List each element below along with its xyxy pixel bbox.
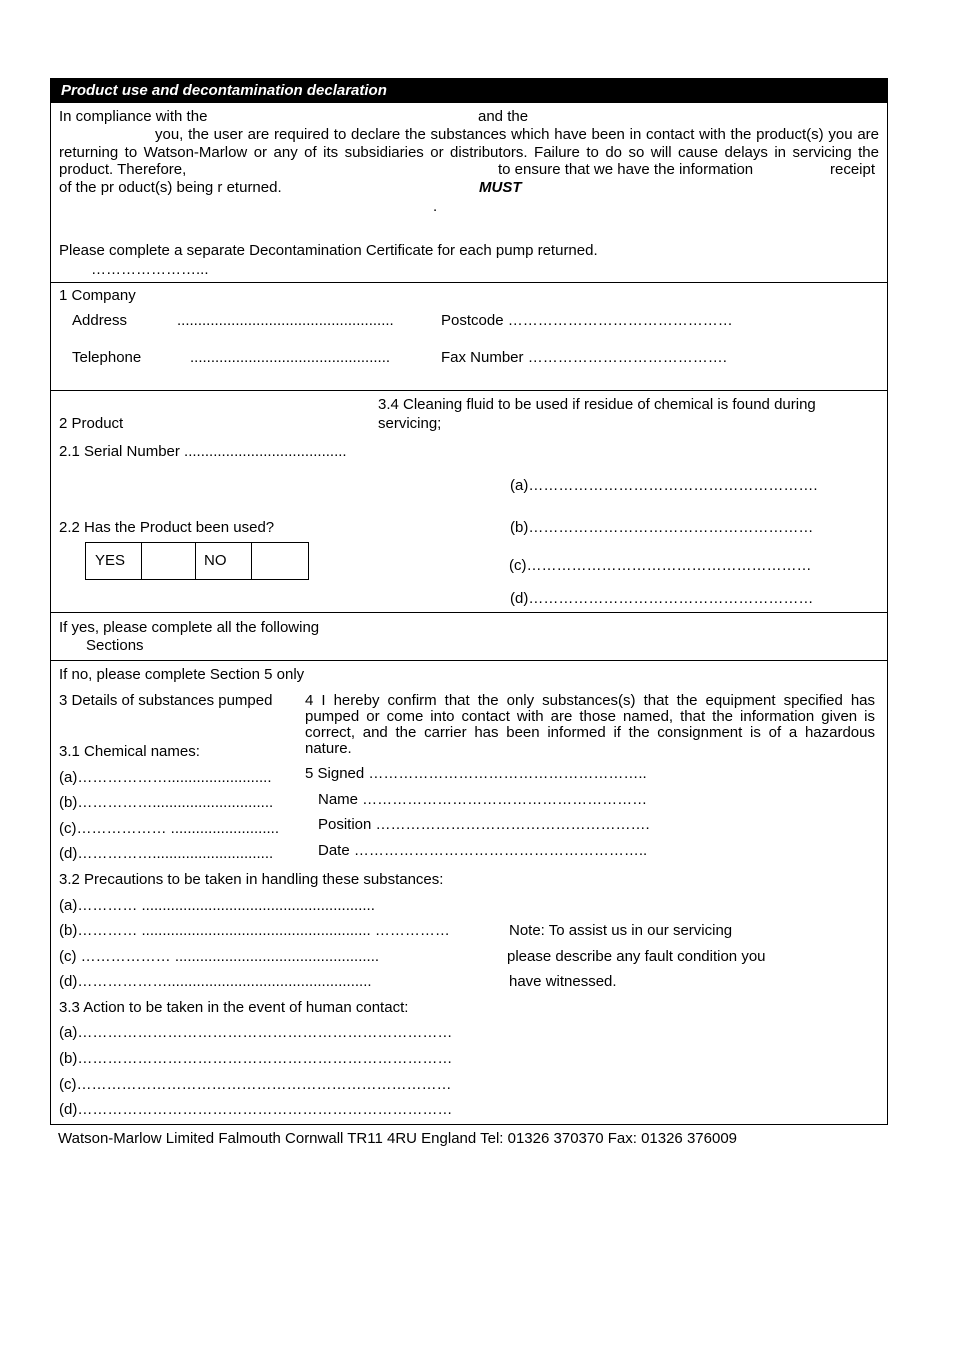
intro-line1b: and the — [478, 108, 529, 125]
divider — [50, 660, 888, 661]
form-title: Product use and decontamination declaration — [61, 82, 387, 99]
confirmation-text: 4 I hereby confirm that the only substances(s) that the equipment specified has pumped or come into contact with are those named, that the information given is correct, and the carrier has been informed if the consignment is of a hazardous nature. — [305, 692, 875, 757]
if-no-text: If no, please complete Section 5 only — [59, 666, 305, 683]
cleaning-title: 3.4 Cleaning fluid to be used if residue of chemical is found during — [378, 396, 816, 413]
telephone-label: Telephone — [72, 349, 142, 366]
note-line1: Note: To assist us in our servicing — [509, 922, 733, 939]
fax-field[interactable]: Fax Number …………………………………. — [441, 349, 727, 366]
yes-checkbox[interactable] — [142, 543, 196, 579]
divider — [50, 390, 888, 391]
note-line2: please describe any fault condition you — [507, 948, 766, 965]
product-used-label: 2.2 Has the Product been used? — [59, 519, 275, 536]
divider — [50, 612, 888, 613]
precaution-d-field[interactable]: (d)………………................................................. — [59, 973, 372, 990]
no-cell — [196, 543, 252, 579]
intro-line4c: receipt — [830, 161, 876, 178]
divider — [50, 282, 888, 283]
chemical-d-field[interactable]: (d)……………............................. — [59, 845, 274, 862]
signed-field[interactable]: 5 Signed ……………………………………………….. — [305, 765, 647, 782]
address-field[interactable]: .................................................... — [177, 312, 394, 329]
yes-cell — [86, 543, 142, 579]
if-yes-line2: Sections — [86, 637, 144, 654]
action-b-field[interactable]: (b)………………………………………………………………… — [59, 1050, 453, 1067]
chemical-b-field[interactable]: (b)……………............................. — [59, 794, 274, 811]
no-label: NO — [204, 552, 227, 569]
yes-label: YES — [95, 552, 126, 569]
action-a-field[interactable]: (a)………………………………………………………………… — [59, 1024, 453, 1041]
action-c-field[interactable]: (c)………………………………………………………………… — [59, 1076, 452, 1093]
no-checkbox[interactable] — [252, 543, 308, 579]
used-choice-box — [85, 542, 309, 580]
precautions-title: 3.2 Precautions to be taken in handling these substances: — [59, 871, 444, 888]
intro-separate: Please complete a separate Decontamination Certificate for each pump returned. — [59, 242, 598, 259]
serial-number-field[interactable]: 2.1 Serial Number ....................................... — [59, 443, 347, 460]
precaution-c-field[interactable]: (c) ……………… ................................................. — [59, 948, 380, 965]
intro-dotted: …………………... — [91, 261, 209, 278]
details-title: 3 Details of substances pumped — [59, 692, 273, 709]
postcode-field[interactable]: Postcode ……………………………………… — [441, 312, 733, 329]
address-label: Address — [72, 312, 128, 329]
chemical-a-field[interactable]: (a)………………......................... — [59, 769, 272, 786]
product-label: 2 Product — [59, 415, 124, 432]
cleaning-c-field[interactable]: (c)………………………………………………… — [509, 557, 812, 574]
precaution-b-field[interactable]: (b)………… ....................................................... …………… — [59, 922, 450, 939]
date-field[interactable]: Date ………………………………………………….. — [318, 842, 648, 859]
note-line3: have witnessed. — [509, 973, 617, 990]
cleaning-a-field[interactable]: (a)…………………………………………………. — [510, 477, 818, 494]
position-field[interactable]: Position ………………………………………………. — [318, 816, 650, 833]
intro-dot: . — [433, 198, 438, 215]
cleaning-b-field[interactable]: (b)………………………………………………… — [510, 519, 814, 536]
intro-line1a: In compliance with the — [59, 108, 208, 125]
intro-must: MUST — [479, 179, 522, 196]
intro-body: you, the user are required to declare the substances which have been in contact with the product(s) you are returning to Watson-Marlow or any of its subsidiaries or distributors. Failure to do so will cause delays in servicing the product. Therefore, — [59, 126, 879, 178]
footer-address: Watson-Marlow Limited Falmouth Cornwall TR11 4RU England Tel: 01326 370370 Fax: 01326 376009 — [58, 1130, 737, 1147]
chemical-c-field[interactable]: (c)……………… .......................... — [59, 820, 280, 837]
telephone-field[interactable]: ................................................ — [190, 349, 391, 366]
cleaning-d-field[interactable]: (d)………………………………………………… — [510, 590, 814, 607]
cleaning-title-2: servicing; — [378, 415, 442, 432]
name-field[interactable]: Name ………………………………………………… — [318, 791, 648, 808]
intro-line5a: of the pr oduct(s) being r eturned. — [59, 179, 282, 196]
chemical-names-label: 3.1 Chemical names: — [59, 743, 200, 760]
intro-line4b: to ensure that we have the information — [498, 161, 754, 178]
action-title: 3.3 Action to be taken in the event of human contact: — [59, 999, 409, 1016]
precaution-a-field[interactable]: (a)………… ........................................................ — [59, 897, 375, 914]
company-label: 1 Company — [59, 287, 136, 304]
action-d-field[interactable]: (d)………………………………………………………………… — [59, 1101, 453, 1118]
if-yes-line1: If yes, please complete all the following — [59, 619, 320, 636]
